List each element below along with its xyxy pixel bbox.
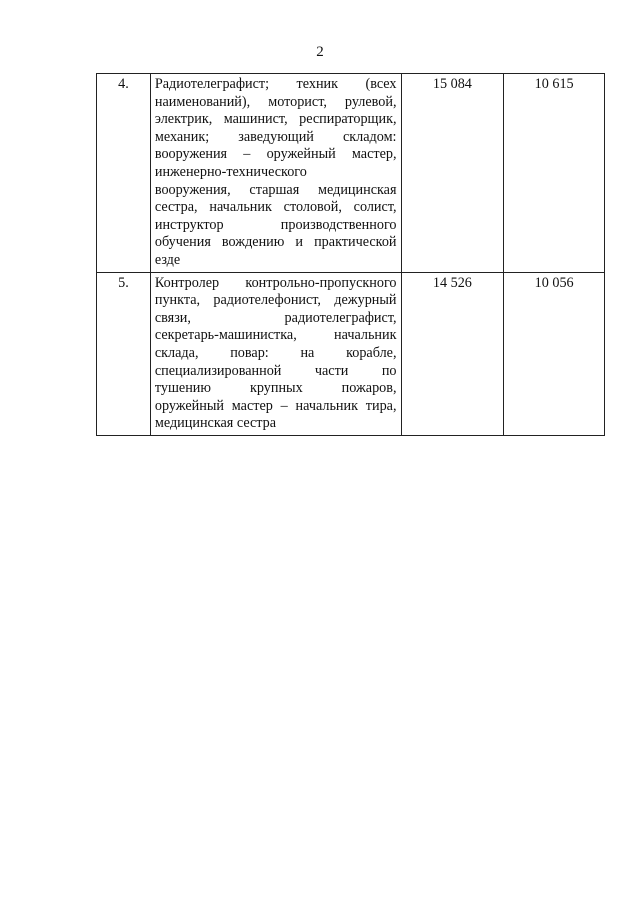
position-titles-line: наименований), моторист, рулевой,: [154, 93, 397, 110]
position-titles-cell: [150, 74, 401, 273]
position-titles-cell: [150, 272, 401, 435]
position-titles-line: вооружения – оружейный мастер,: [154, 146, 397, 163]
row-number: 5.: [97, 272, 151, 435]
position-titles-line: электрик, машинист, респираторщик,: [154, 111, 397, 128]
position-titles-line: Радиотелеграфист; техник (всех: [154, 76, 397, 92]
position-titles-line: инженерно-технического: [154, 163, 307, 180]
position-titles-line: связи, радиотелеграфист,: [154, 309, 397, 326]
position-titles-line: вооружения, старшая медицинская: [154, 181, 397, 198]
position-titles-line: медицинская сестра: [154, 415, 277, 432]
position-titles-line: оружейный мастер – начальник тира,: [154, 397, 397, 414]
salary-value: 10 056: [504, 272, 605, 435]
salary-table: [96, 73, 605, 436]
position-titles-line: специализированной части по: [154, 362, 397, 379]
position-titles-line: инструктор производственного: [154, 216, 397, 233]
salary-value: 15 084: [401, 74, 504, 273]
position-titles-line: механик; заведующий складом:: [154, 128, 397, 145]
position-titles-line: сестра, начальник столовой, солист,: [154, 199, 397, 216]
row-number: 4.: [97, 74, 151, 273]
table-row: [97, 74, 605, 273]
position-titles-line: езде: [154, 251, 181, 268]
position-titles-line: Контролер контрольно-пропускного: [154, 274, 397, 291]
salary-value: 14 526: [401, 272, 504, 435]
page-number: 2: [316, 44, 324, 60]
salary-value: 10 615: [504, 74, 605, 273]
table-row: [97, 272, 605, 435]
position-titles-line: секретарь-машинистка, начальник: [154, 327, 397, 344]
position-titles-line: тушению крупных пожаров,: [154, 380, 397, 397]
position-titles-line: обучения вождению и практической: [154, 234, 397, 251]
position-titles-line: пункта, радиотелефонист, дежурный: [154, 292, 397, 309]
position-titles-line: склада, повар: на корабле,: [154, 344, 397, 361]
